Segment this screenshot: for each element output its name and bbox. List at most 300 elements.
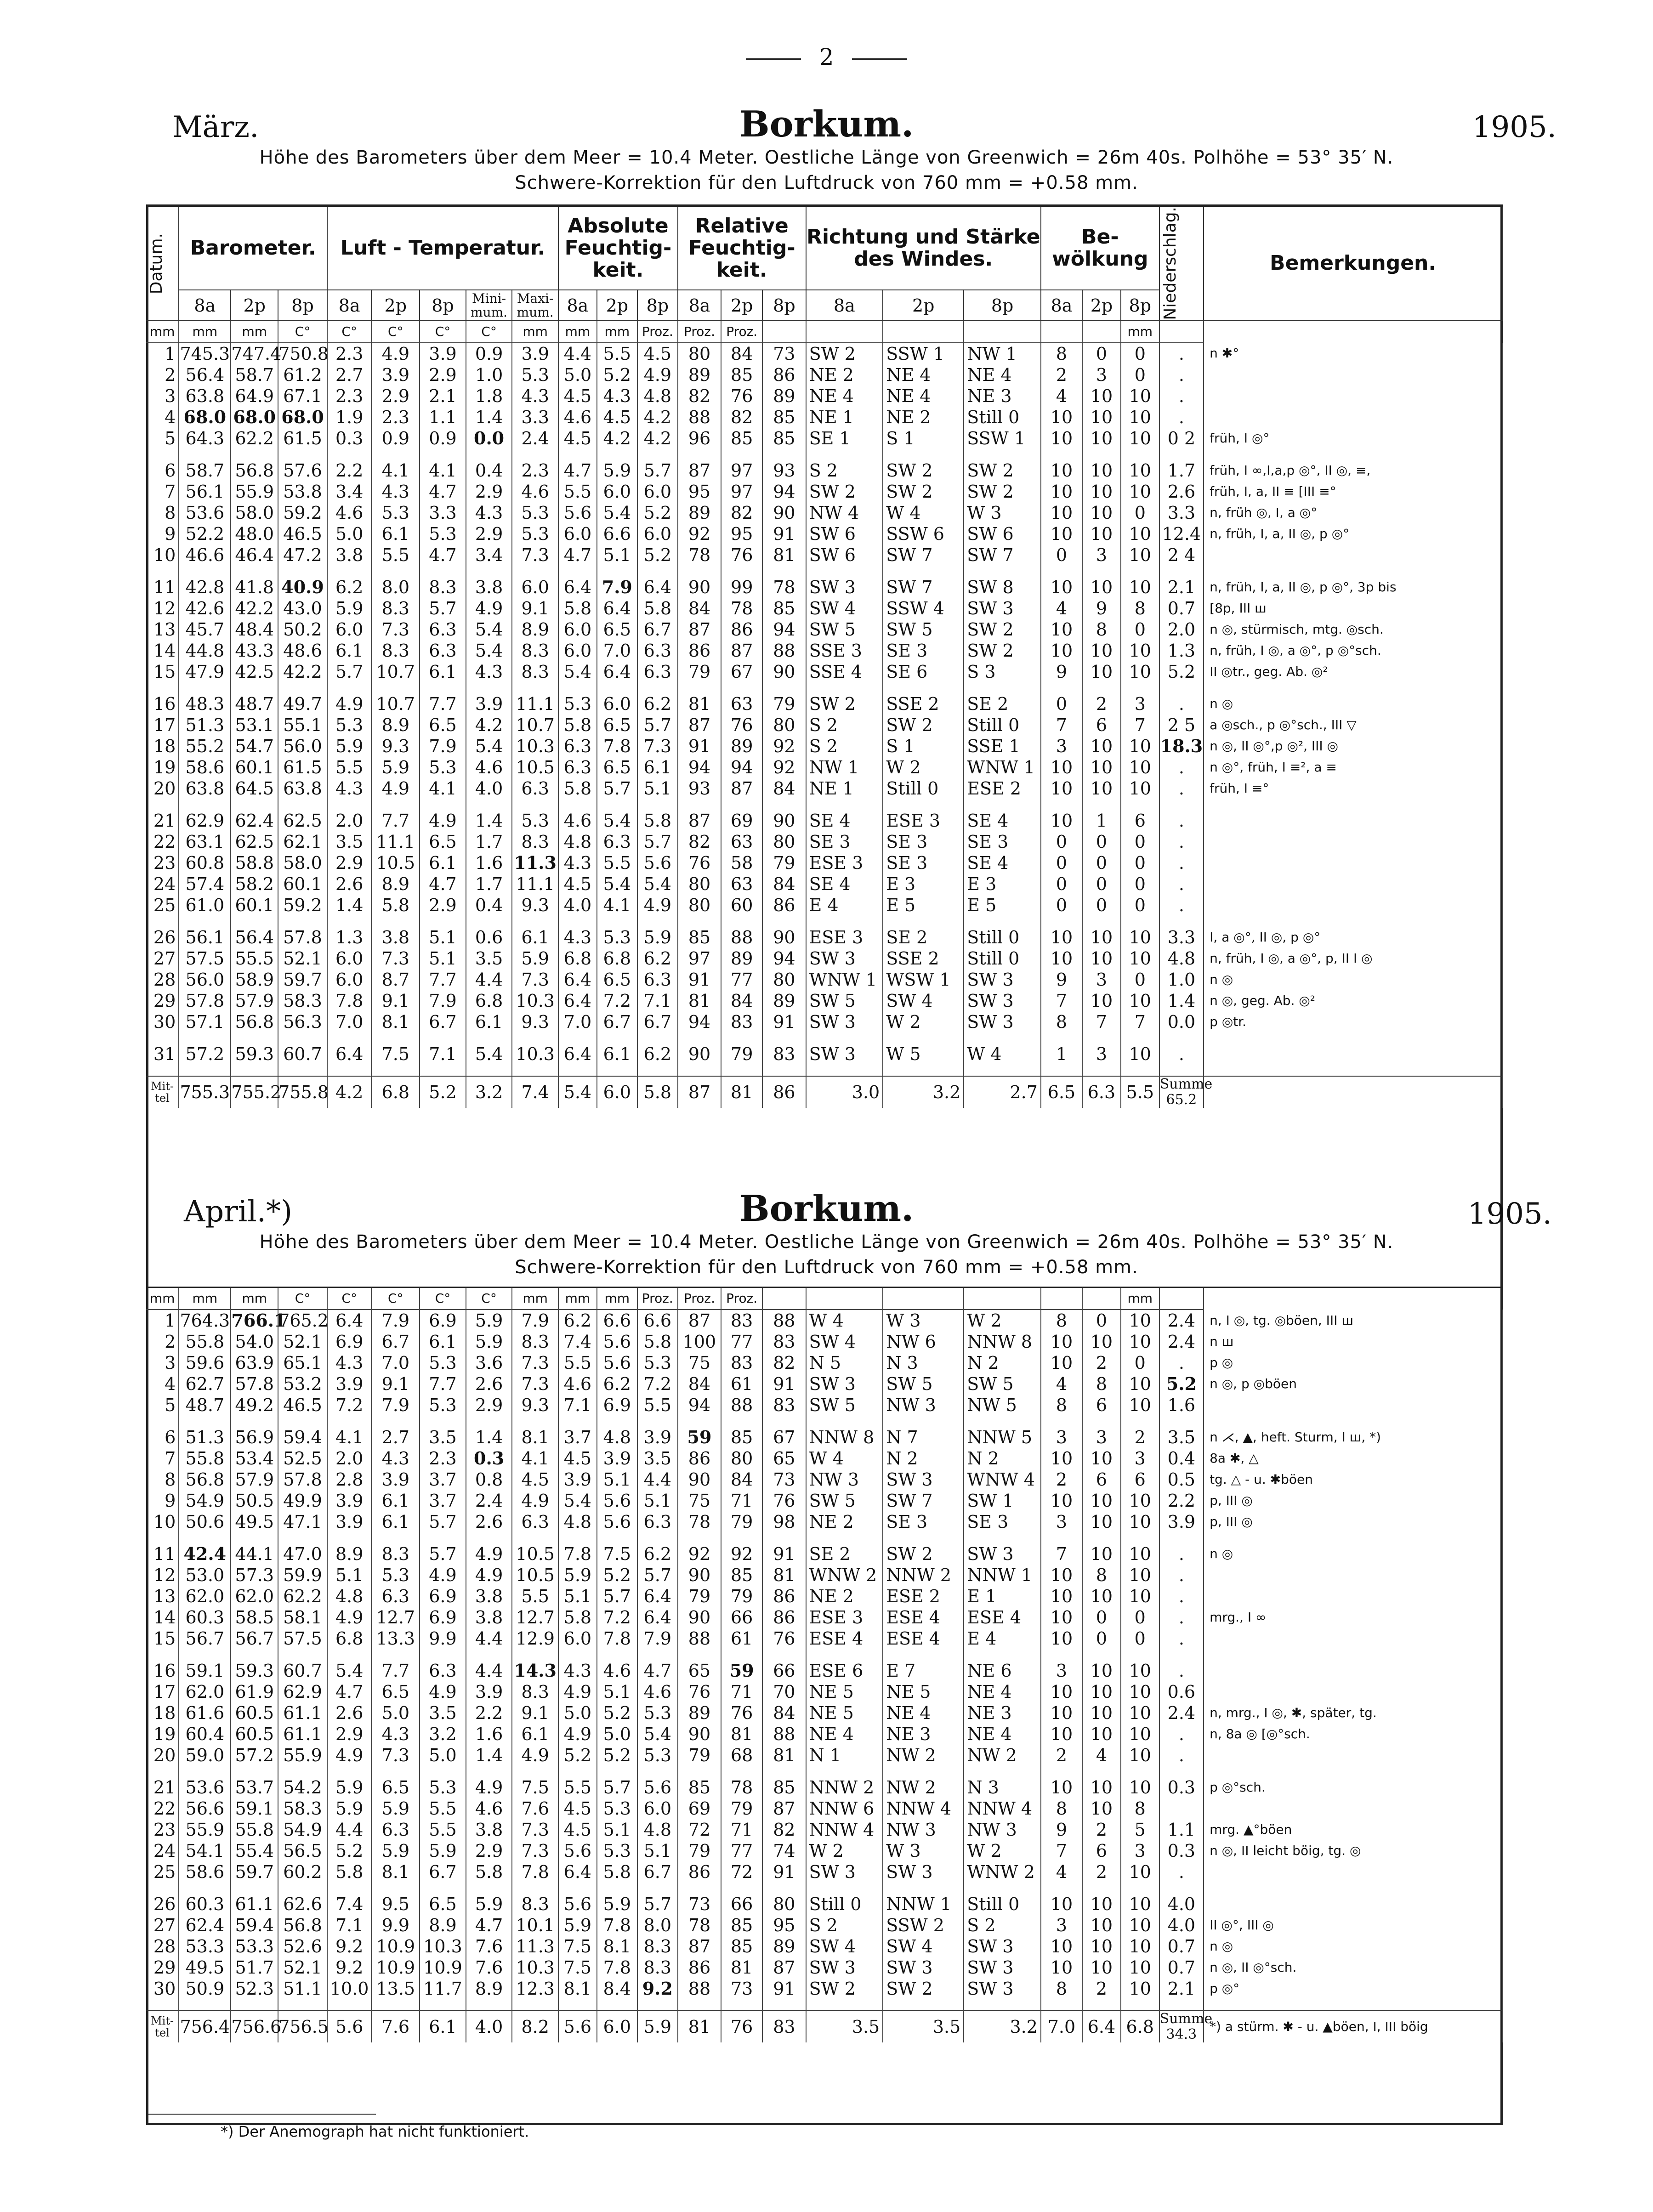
spacer-cell: [1082, 449, 1121, 460]
value-cell: SW 4: [806, 598, 883, 619]
value-cell: ESE 4: [883, 1607, 964, 1628]
value-cell: SSE 3: [806, 640, 883, 661]
mean-value: 3.2: [964, 2011, 1041, 2042]
value-cell: 5.8: [558, 778, 597, 799]
value-cell: 6.3: [637, 640, 678, 661]
value-cell: 1.1: [420, 407, 466, 428]
value-cell: 5.1: [420, 948, 466, 969]
value-cell: 6.4: [637, 577, 678, 598]
unit-cell: [806, 321, 883, 343]
value-cell: 12.9: [512, 1628, 558, 1649]
value-cell: 97: [678, 948, 721, 969]
value-cell: 0: [1082, 1628, 1121, 1649]
value-cell: 7.3: [371, 948, 420, 969]
sub-header-8p: 8p: [278, 290, 327, 320]
value-cell: ESE 3: [806, 927, 883, 948]
value-cell: 7.5: [512, 1777, 558, 1798]
value-cell: Still 0: [806, 1894, 883, 1915]
mean-value: 5.9: [637, 2011, 678, 2042]
spacer-cell: [883, 1065, 964, 1076]
value-cell: 2: [1082, 1861, 1121, 1883]
value-cell: 5.5: [558, 1352, 597, 1373]
value-cell: 6.7: [420, 1861, 466, 1883]
value-cell: 5.3: [512, 523, 558, 544]
value-cell: 0.9: [371, 428, 420, 449]
value-cell: 63: [721, 831, 762, 852]
value-cell: 1.3: [327, 927, 371, 948]
table-row: [146, 831, 1502, 852]
remark-cell: n ◎, II leicht böig, tg. ◎: [1204, 1840, 1502, 1861]
value-cell: 91: [762, 1011, 806, 1032]
value-cell: SW 2: [964, 640, 1041, 661]
value-cell: 6.4: [558, 969, 597, 990]
spacer-cell: [1041, 1065, 1082, 1076]
value-cell: 53.6: [179, 502, 231, 523]
unit-cell: [1082, 1287, 1121, 1310]
value-cell: 76: [721, 386, 762, 407]
spacer-cell: [231, 1999, 278, 2011]
value-cell: 10: [1041, 1586, 1082, 1607]
value-cell: 60.1: [231, 895, 278, 916]
unit-cell: [883, 321, 964, 343]
value-cell: 8: [1041, 343, 1082, 364]
value-cell: NNW 1: [883, 1894, 964, 1915]
value-cell: 2.0: [327, 1448, 371, 1469]
spacer-cell: [1082, 1999, 1121, 2011]
remark-cell: [1204, 1076, 1502, 1108]
value-cell: 52.6: [278, 1936, 327, 1957]
day-cell: 10: [146, 1511, 179, 1532]
value-cell: 73: [721, 1978, 762, 1999]
value-cell: 5.4: [466, 619, 512, 640]
value-cell: 47.9: [179, 661, 231, 682]
value-cell: SW 3: [964, 598, 1041, 619]
value-cell: Still 0: [964, 927, 1041, 948]
value-cell: 1.4: [466, 407, 512, 428]
day-cell: 2: [146, 364, 179, 386]
value-cell: 10: [1121, 1565, 1159, 1586]
table-row: [146, 969, 1502, 990]
value-cell: 0.3: [1159, 1777, 1204, 1798]
remark-cell: p, III ◎: [1204, 1490, 1502, 1511]
value-cell: 78: [678, 544, 721, 566]
value-cell: 94: [678, 1395, 721, 1416]
value-cell: 0: [1121, 852, 1159, 873]
value-cell: 4.3: [558, 927, 597, 948]
value-cell: 10: [1041, 927, 1082, 948]
value-cell: 3.4: [466, 544, 512, 566]
value-cell: 10.9: [420, 1957, 466, 1978]
spacer-cell: [964, 1999, 1041, 2011]
value-cell: 52.1: [278, 1957, 327, 1978]
value-cell: SW 2: [806, 693, 883, 715]
value-cell: 62.2: [278, 1586, 327, 1607]
value-cell: N 1: [806, 1745, 883, 1766]
sub-header-min: Mini- mum.: [466, 290, 512, 320]
value-cell: 6.4: [637, 1586, 678, 1607]
value-cell: 1.4: [466, 1427, 512, 1448]
spacer-cell: [1082, 1883, 1121, 1894]
value-cell: 10: [1082, 778, 1121, 799]
value-cell: 0: [1121, 343, 1159, 364]
value-cell: Still 0: [964, 948, 1041, 969]
value-cell: 2 4: [1159, 544, 1204, 566]
value-cell: 60.3: [179, 1894, 231, 1915]
spacer-cell: [597, 1883, 637, 1894]
value-cell: .: [1159, 895, 1204, 916]
table-row: [146, 386, 1502, 407]
value-cell: 57.2: [179, 1044, 231, 1065]
unit-cell: C°: [466, 321, 512, 343]
value-cell: 49.5: [231, 1511, 278, 1532]
value-cell: NW 6: [883, 1331, 964, 1352]
value-cell: 97: [721, 460, 762, 481]
value-cell: 5.9: [466, 1894, 512, 1915]
value-cell: 87: [721, 640, 762, 661]
value-cell: 10: [1121, 1511, 1159, 1532]
unit-cell: Proz.: [721, 321, 762, 343]
value-cell: 4.6: [558, 1373, 597, 1395]
day-cell: 7: [146, 481, 179, 502]
value-cell: 3: [1082, 1044, 1121, 1065]
value-cell: 91: [678, 736, 721, 757]
day-cell: 5: [146, 428, 179, 449]
remark-cell: [8p, III ш: [1204, 598, 1502, 619]
value-cell: S 1: [883, 428, 964, 449]
value-cell: 56.0: [179, 969, 231, 990]
spacer-cell: [1082, 566, 1121, 577]
spacer-cell: [179, 1032, 231, 1044]
value-cell: 5.7: [420, 1511, 466, 1532]
col-header-rel-humidity: Relative Feuchtig- keit.: [678, 207, 806, 290]
spacer-cell: [558, 566, 597, 577]
value-cell: 8.1: [371, 1861, 420, 1883]
value-cell: 5.0: [420, 1745, 466, 1766]
value-cell: 55.8: [179, 1448, 231, 1469]
value-cell: 84: [721, 990, 762, 1011]
value-cell: NE 6: [964, 1660, 1041, 1681]
value-cell: NE 1: [806, 407, 883, 428]
col-header-wind: Richtung und Stärke des Windes.: [806, 207, 1041, 290]
value-cell: 10: [1082, 1936, 1121, 1957]
spacer-cell: [420, 1766, 466, 1777]
value-cell: 3.5: [327, 831, 371, 852]
mean-value: 87: [678, 1076, 721, 1108]
value-cell: 766.1: [231, 1310, 286, 1331]
value-cell: NNW 8: [806, 1427, 883, 1448]
value-cell: 4.9: [558, 1724, 597, 1745]
value-cell: 0.0: [1159, 1011, 1204, 1032]
day-cell: 25: [146, 1861, 179, 1883]
year-maerz: 1905.: [1472, 110, 1556, 144]
value-cell: 3.6: [466, 1352, 512, 1373]
value-cell: 5.1: [637, 1490, 678, 1511]
value-cell: SSW 1: [883, 343, 964, 364]
value-cell: SW 3: [806, 1373, 883, 1395]
day-cell: 6: [146, 1427, 179, 1448]
value-cell: 5.0: [558, 364, 597, 386]
value-cell: 7: [1121, 715, 1159, 736]
value-cell: 79: [721, 1586, 762, 1607]
value-cell: 4.8: [637, 1819, 678, 1840]
value-cell: 85: [721, 1565, 762, 1586]
spacer-cell: [964, 449, 1041, 460]
value-cell: 6.0: [558, 640, 597, 661]
spacer-cell: [1121, 1883, 1159, 1894]
value-cell: 94: [762, 481, 806, 502]
value-cell: 94: [721, 757, 762, 778]
value-cell: 8.9: [466, 1978, 512, 1999]
value-cell: 9.2: [327, 1957, 371, 1978]
col-header-precipitation: Niederschlag.: [1159, 207, 1204, 321]
spacer-cell: [883, 1766, 964, 1777]
value-cell: SW 5: [964, 1373, 1041, 1395]
value-cell: NE 5: [806, 1681, 883, 1702]
value-cell: 6.5: [420, 715, 466, 736]
value-cell: 6.2: [637, 693, 678, 715]
value-cell: 86: [762, 895, 806, 916]
value-cell: 4.7: [420, 873, 466, 895]
value-cell: 4.6: [558, 810, 597, 831]
value-cell: 57.8: [278, 1469, 327, 1490]
value-cell: SE 3: [883, 640, 964, 661]
station-title-april: Borkum.: [739, 1188, 914, 1230]
value-cell: 50.2: [278, 619, 327, 640]
value-cell: NE 4: [883, 1702, 964, 1724]
spacer-cell: [179, 682, 231, 693]
value-cell: SSW 4: [883, 598, 964, 619]
value-cell: 1.3: [1159, 640, 1204, 661]
value-cell: 10: [1121, 1681, 1159, 1702]
value-cell: 6.1: [420, 852, 466, 873]
value-cell: 4.6: [466, 1798, 512, 1819]
spacer-cell: [1041, 682, 1082, 693]
value-cell: 84: [721, 1469, 762, 1490]
value-cell: 10: [1082, 1798, 1121, 1819]
value-cell: 94: [762, 619, 806, 640]
spacer-cell: [964, 1532, 1041, 1543]
value-cell: 8.3: [512, 1681, 558, 1702]
value-cell: 0.7: [1159, 1936, 1204, 1957]
spacer-cell: [1082, 682, 1121, 693]
value-cell: NE 4: [806, 1724, 883, 1745]
value-cell: 59.7: [231, 1861, 278, 1883]
value-cell: 3: [1082, 1427, 1121, 1448]
value-cell: 5.3: [637, 1352, 678, 1373]
spacer-cell: [420, 1065, 466, 1076]
value-cell: 55.8: [231, 1819, 278, 1840]
value-cell: SE 4: [964, 810, 1041, 831]
value-cell: 4.3: [327, 1352, 371, 1373]
value-cell: 5.9: [466, 1310, 512, 1331]
value-cell: 5.3: [637, 1702, 678, 1724]
value-cell: E 5: [883, 895, 964, 916]
day-cell: 18: [146, 1702, 179, 1724]
value-cell: 80: [762, 831, 806, 852]
value-cell: 62.9: [179, 810, 231, 831]
day-cell: 23: [146, 1819, 179, 1840]
value-cell: 57.8: [179, 990, 231, 1011]
table-row: [146, 1840, 1502, 1861]
spacer-cell: [371, 1065, 420, 1076]
value-cell: 9: [1041, 661, 1082, 682]
value-cell: 6.7: [637, 1011, 678, 1032]
value-cell: 7.5: [558, 1957, 597, 1978]
value-cell: 3.9: [371, 364, 420, 386]
value-cell: 5.7: [637, 831, 678, 852]
spacer-cell: [278, 1883, 327, 1894]
spacer-cell: [1204, 1416, 1502, 1427]
value-cell: 4.3: [558, 852, 597, 873]
value-cell: 4.9: [466, 1543, 512, 1565]
mean-value: 81: [721, 1076, 762, 1108]
value-cell: 10: [1121, 577, 1159, 598]
value-cell: 5: [1121, 1819, 1159, 1840]
value-cell: .: [1159, 1861, 1204, 1883]
value-cell: 2.6: [1159, 481, 1204, 502]
spacer-cell: [883, 1649, 964, 1660]
value-cell: 3.7: [420, 1469, 466, 1490]
value-cell: 4.3: [327, 778, 371, 799]
value-cell: 66: [721, 1894, 762, 1915]
value-cell: 6.4: [558, 577, 597, 598]
spacer-cell: [420, 1999, 466, 2011]
value-cell: 5.1: [597, 1681, 637, 1702]
precip-sum: Summe 34.3: [1159, 2011, 1213, 2042]
value-cell: 10: [1082, 428, 1121, 449]
value-cell: 59.0: [179, 1745, 231, 1766]
value-cell: .: [1159, 757, 1204, 778]
value-cell: 2: [1082, 693, 1121, 715]
value-cell: 89: [678, 502, 721, 523]
value-cell: 5.5: [512, 1586, 558, 1607]
value-cell: 4.0: [558, 895, 597, 916]
value-cell: 6.9: [420, 1586, 466, 1607]
value-cell: SSE 2: [883, 693, 964, 715]
value-cell: 7.6: [466, 1936, 512, 1957]
spacer-cell: [512, 566, 558, 577]
value-cell: 56.8: [278, 1915, 327, 1936]
value-cell: 2.9: [466, 523, 512, 544]
value-cell: 8.9: [371, 873, 420, 895]
value-cell: .: [1159, 1660, 1204, 1681]
value-cell: 8: [1121, 598, 1159, 619]
value-cell: 10: [1121, 1724, 1159, 1745]
row-spacer: [146, 449, 1502, 460]
value-cell: 10: [1121, 1957, 1159, 1978]
day-cell: 28: [146, 1936, 179, 1957]
value-cell: E 3: [964, 873, 1041, 895]
value-cell: SE 3: [806, 831, 883, 852]
value-cell: 2.7: [327, 364, 371, 386]
value-cell: 10.5: [512, 757, 558, 778]
value-cell: 3: [1041, 1427, 1082, 1448]
value-cell: .: [1159, 810, 1204, 831]
table-row: [146, 757, 1502, 778]
table-row: [146, 1894, 1502, 1915]
value-cell: 5.1: [637, 778, 678, 799]
value-cell: N 2: [964, 1352, 1041, 1373]
value-cell: 6.1: [327, 640, 371, 661]
value-cell: 61: [721, 1373, 762, 1395]
value-cell: 80: [721, 1448, 762, 1469]
table-row: [146, 598, 1502, 619]
value-cell: 8.3: [637, 1957, 678, 1978]
spacer-cell: [371, 1999, 420, 2011]
spacer-cell: [1041, 799, 1082, 810]
value-cell: 3.5: [420, 1427, 466, 1448]
value-cell: 1.4: [466, 1745, 512, 1766]
value-cell: 4.9: [371, 778, 420, 799]
value-cell: 750.8: [278, 343, 329, 364]
value-cell: SE 3: [883, 831, 964, 852]
value-cell: 0: [1082, 831, 1121, 852]
value-cell: 0: [1082, 1607, 1121, 1628]
value-cell: 65: [678, 1660, 721, 1681]
value-cell: 5.9: [466, 1331, 512, 1352]
value-cell: 10: [1121, 1490, 1159, 1511]
mean-value: 4.2: [327, 1076, 371, 1108]
value-cell: 12.3: [512, 1978, 558, 1999]
value-cell: 63.8: [179, 386, 231, 407]
remark-cell: [1204, 1861, 1502, 1883]
year-april: 1905.: [1467, 1197, 1552, 1231]
value-cell: 10.5: [371, 852, 420, 873]
value-cell: 11.3: [512, 1936, 558, 1957]
spacer-cell: [327, 682, 371, 693]
value-cell: 8.9: [327, 1543, 371, 1565]
value-cell: SW 5: [806, 619, 883, 640]
spacer-cell: [721, 799, 762, 810]
value-cell: 2.6: [327, 1702, 371, 1724]
sub-header-max: Maxi- mum.: [512, 290, 558, 320]
value-cell: 9: [1041, 1819, 1082, 1840]
value-cell: 11.1: [512, 693, 558, 715]
spacer-cell: [721, 1649, 762, 1660]
value-cell: 10: [1082, 481, 1121, 502]
remark-cell: n ◎, II ◎°,p ◎², III ◎: [1204, 736, 1502, 757]
value-cell: SSE 1: [964, 736, 1041, 757]
table-row: [146, 990, 1502, 1011]
value-cell: SW 6: [806, 544, 883, 566]
spacer-cell: [558, 1649, 597, 1660]
value-cell: 10: [1041, 1565, 1082, 1586]
value-cell: 5.9: [512, 948, 558, 969]
value-cell: 8.1: [597, 1936, 637, 1957]
day-cell: 15: [146, 661, 179, 682]
value-cell: 7.8: [327, 990, 371, 1011]
value-cell: 7.3: [512, 969, 558, 990]
value-cell: 5.9: [327, 736, 371, 757]
col-header-datum: Datum.: [146, 207, 179, 321]
day-cell: 24: [146, 873, 179, 895]
value-cell: 1.4: [466, 810, 512, 831]
value-cell: 10: [1082, 1543, 1121, 1565]
value-cell: 86: [678, 1448, 721, 1469]
value-cell: 90: [678, 577, 721, 598]
value-cell: SW 7: [883, 1490, 964, 1511]
value-cell: 4.3: [371, 1724, 420, 1745]
spacer-cell: [558, 1999, 597, 2011]
value-cell: 79: [678, 661, 721, 682]
spacer-cell: [278, 1532, 327, 1543]
spacer-cell: [806, 449, 883, 460]
value-cell: 4.1: [327, 1427, 371, 1448]
value-cell: 58.7: [231, 364, 278, 386]
spacer-cell: [721, 916, 762, 927]
value-cell: 5.7: [637, 1565, 678, 1586]
remark-cell: früh, I, a, II ≡ [III ≡°: [1204, 481, 1502, 502]
